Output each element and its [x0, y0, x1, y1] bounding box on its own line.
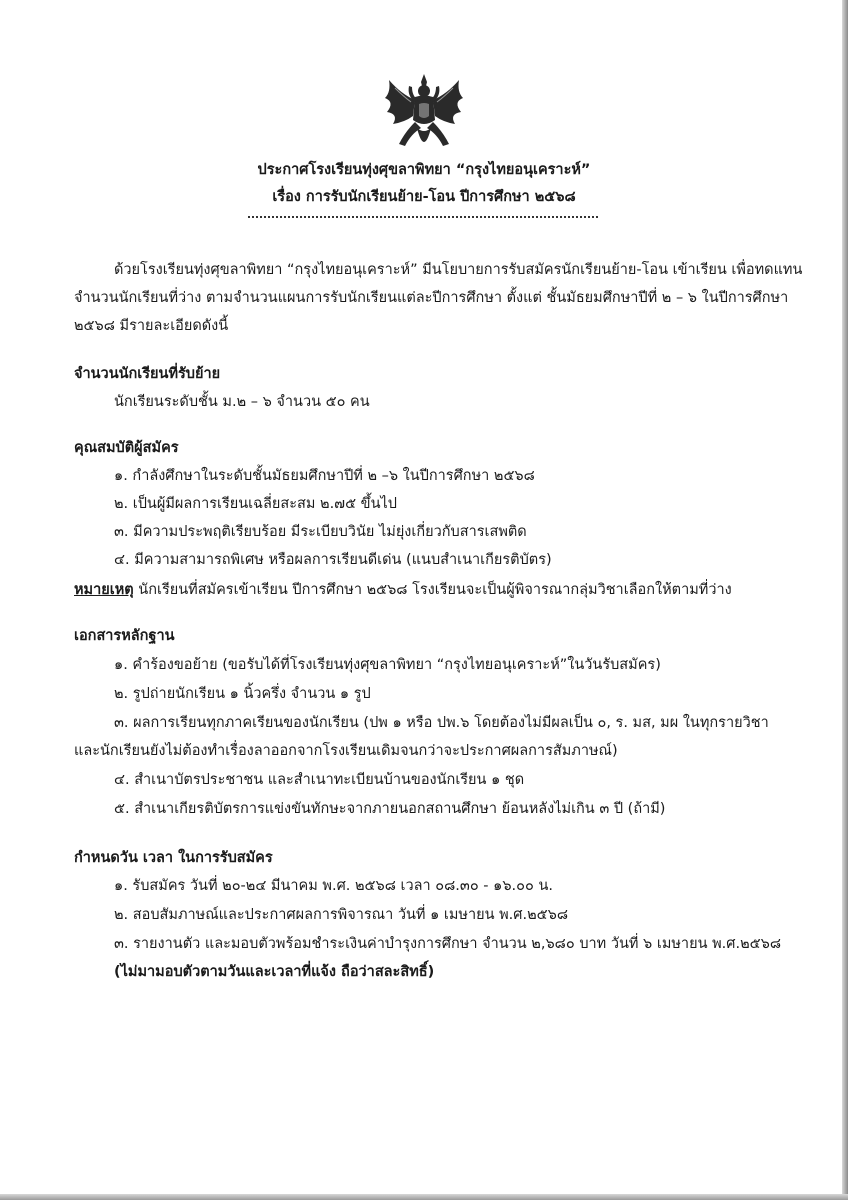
- document-item-2: ๒. รูปถ่ายนักเรียน ๑ นิ้วครึ่ง จำนวน ๑ รูป: [114, 686, 371, 702]
- quota-heading: จำนวนนักเรียนที่รับย้าย: [74, 366, 221, 382]
- schedule-item: ๓. รายงานตัว และมอบตัวพร้อมชำระเงินค่าบำรุงการศึกษา จำนวน ๒,๖๘๐ บาท วันที่ ๖ เมษายน พ.ศ.๒๕๖๘: [114, 936, 781, 952]
- announcement-title: ประกาศโรงเรียนทุ่งศุขลาพิทยา “กรุงไทยอนุเคราะห์”: [257, 162, 591, 178]
- scan-edge-bottom: [0, 1194, 848, 1200]
- intro-line-3: ๒๕๖๘ มีรายละเอียดดังนี้: [74, 318, 229, 334]
- schedule-warning: (ไม่มามอบตัวตามวันและเวลาที่แจ้ง ถือว่าสละสิทธิ์): [114, 964, 435, 980]
- title-divider: [248, 216, 598, 218]
- qualifications-heading: คุณสมบัติผู้สมัคร: [74, 440, 179, 456]
- document-item-5: ๕. สำเนาเกียรติบัตรการแข่งขันทักษะจากภายนอกสถานศึกษา ย้อนหลังไม่เกิน ๓ ปี (ถ้ามี): [114, 801, 666, 817]
- document-item-4: ๔. สำเนาบัตรประชาชน และสำเนาทะเบียนบ้านของนักเรียน ๑ ชุด: [114, 772, 525, 788]
- qualification-item: ๒. เป็นผู้มีผลการเรียนเฉลี่ยสะสม ๒.๗๕ ขึ้นไป: [114, 496, 397, 512]
- document-item-3: ๓. ผลการเรียนทุกภาคเรียนของนักเรียน (ปพ ๑ หรือ ปพ.๖ โดยต้องไม่มีผลเป็น ๐, ร. มส, มผ ในทุกรายวิชา: [114, 715, 769, 731]
- note-text: นักเรียนที่สมัครเข้าเรียน ปีการศึกษา ๒๕๖๘ โรงเรียนจะเป็นผู้พิจารณากลุ่มวิชาเลือกให้ตามที่ว่าง: [133, 582, 732, 598]
- document-item-1: ๑. คำร้องขอย้าย (ขอรับได้ที่โรงเรียนทุ่งศุขลาพิทยา “กรุงไทยอนุเคราะห์”ในวันรับสมัคร): [114, 657, 661, 673]
- document-item-3-cont: และนักเรียนยังไม่ต้องทำเรื่องลาออกจากโรงเรียนเดิมจนกว่าจะประกาศผลการสัมภาษณ์): [74, 743, 618, 759]
- schedule-item: ๒. สอบสัมภาษณ์และประกาศผลการพิจารณา วันที่ ๑ เมษายน พ.ศ.๒๕๖๘: [114, 907, 569, 923]
- announcement-subject: เรื่อง การรับนักเรียนย้าย-โอน ปีการศึกษา ๒๕๖๘: [272, 189, 576, 205]
- qualification-item: ๑. กำลังศึกษาในระดับชั้นมัธยมศึกษาปีที่ ๒ –๖ ในปีการศึกษา ๒๕๖๘: [114, 468, 535, 484]
- note-line: [74, 580, 732, 600]
- qualification-item: ๔. มีความสามารถพิเศษ หรือผลการเรียนดีเด่น (แนบสำเนาเกียรติบัตร): [114, 552, 552, 568]
- schedule-item: ๑. รับสมัคร วันที่ ๒๐-๒๔ มีนาคม พ.ศ. ๒๕๖๘ เวลา ๐๘.๓๐ - ๑๖.๐๐ น.: [114, 878, 553, 894]
- qualification-item: ๓. มีความประพฤติเรียบร้อย มีระเบียบวินัย ไม่ยุ่งเกี่ยวกับสารเสพติด: [114, 524, 527, 540]
- documents-heading: เอกสารหลักฐาน: [74, 628, 175, 644]
- schedule-heading: กำหนดวัน เวลา ในการรับสมัคร: [74, 850, 273, 866]
- note-label: หมายเหตุ: [74, 582, 134, 598]
- garuda-emblem-icon: [379, 72, 469, 157]
- quota-text: นักเรียนระดับชั้น ม.๒ – ๖ จำนวน ๕๐ คน: [114, 394, 370, 410]
- intro-line-2: จำนวนนักเรียนที่ว่าง ตามจำนวนแผนการรับนักเรียนแต่ละปีการศึกษา ตั้งแต่ ชั้นมัธยมศึกษาปีที่ ๒ – ๖ ในปีการศึกษา: [74, 290, 789, 306]
- scan-edge-right: [842, 0, 848, 1200]
- intro-line-1: ด้วยโรงเรียนทุ่งศุขลาพิทยา “กรุงไทยอนุเคราะห์” มีนโยบายการรับสมัครนักเรียนย้าย-โอน เข้าเรียน เพื่อทดแทน: [114, 262, 803, 278]
